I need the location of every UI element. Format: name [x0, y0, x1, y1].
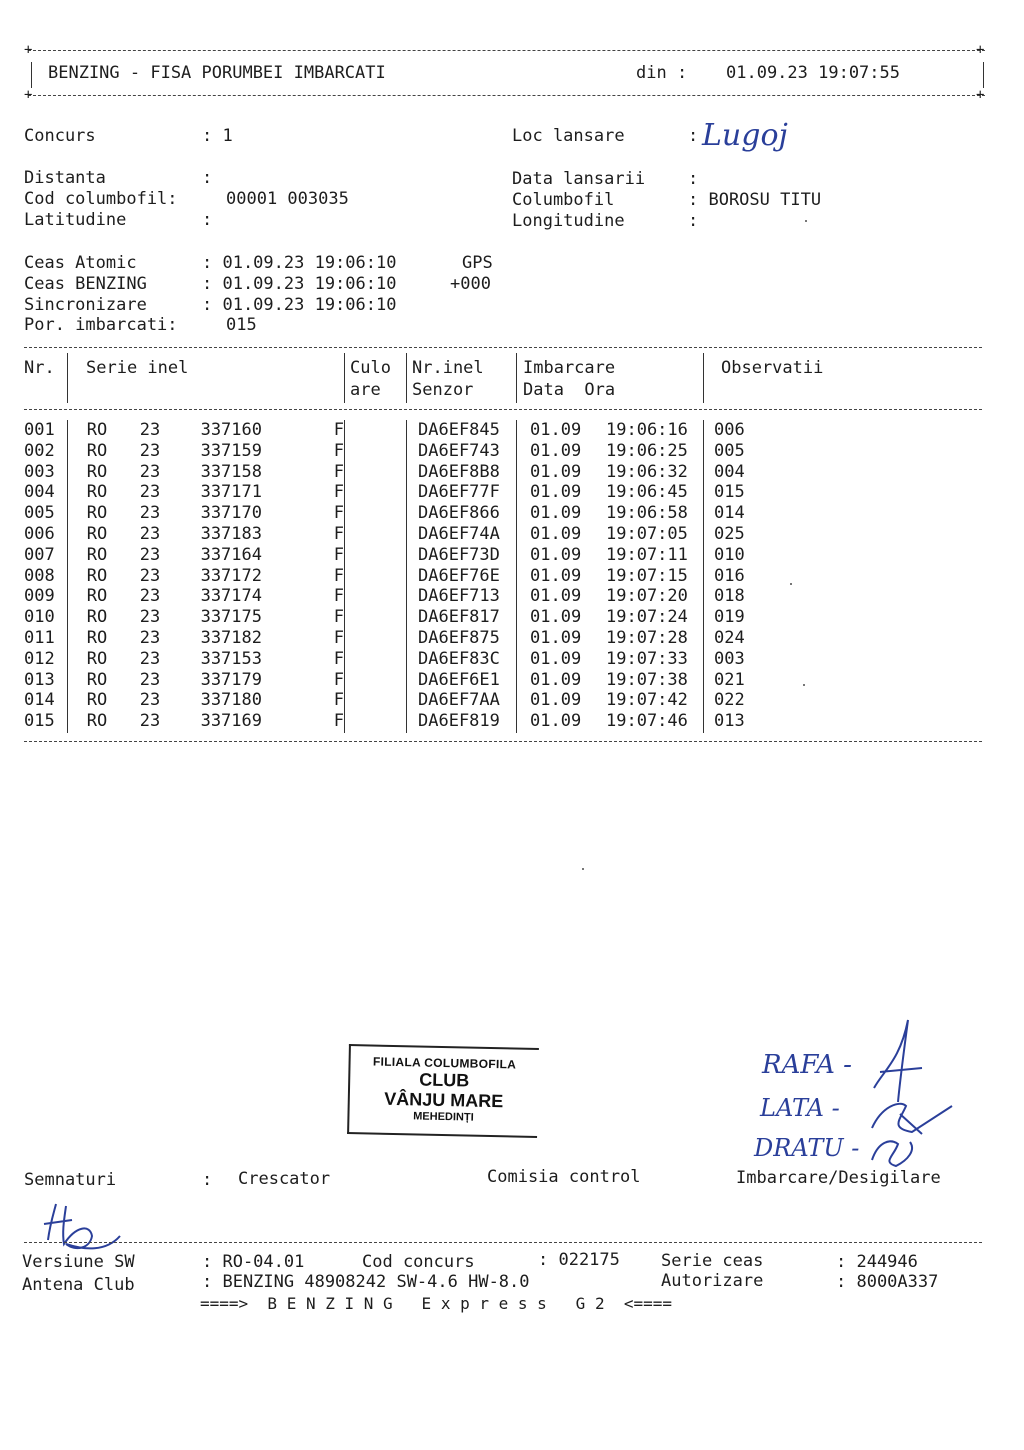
pigeon-sex: F [333, 523, 344, 544]
embark-time: 19:06:45 [606, 482, 688, 503]
latitudine-value: : [202, 210, 213, 230]
sensor-id: DA6EF713 [418, 586, 500, 607]
ring-number: 337160 [200, 420, 262, 440]
ring-country: RO [86, 420, 108, 440]
embark-date: 01.09 [530, 461, 582, 482]
embark-time: 19:07:11 [606, 544, 688, 565]
ring-country: RO [86, 711, 108, 732]
cod-columbofil-label: Cod columbofil: [24, 189, 178, 209]
pigeon-color [350, 670, 414, 691]
sincronizare-label: Sincronizare [24, 295, 147, 315]
autorizare-label: Autorizare [661, 1271, 764, 1291]
pigeon-sex: F [333, 627, 344, 648]
ring-country: RO [86, 669, 108, 690]
table-row [24, 524, 794, 545]
table-row [24, 649, 794, 670]
semnaturi-colon: : [202, 1170, 213, 1190]
ring-country: RO [86, 461, 108, 482]
pigeon-color [350, 607, 414, 628]
th-are: are [350, 380, 381, 400]
semnaturi-label: Semnaturi [24, 1170, 117, 1190]
sensor-id: DA6EF74A [418, 523, 500, 544]
observation: 024 [714, 627, 745, 648]
embark-time: 19:06:58 [606, 503, 688, 524]
ring-country: RO [86, 544, 108, 565]
embark-date: 01.09 [530, 690, 582, 711]
observation: 005 [714, 440, 745, 461]
ring-number: 337180 [200, 690, 262, 711]
ring-year: 23 [139, 648, 161, 669]
handwritten-name-1: RAFA - [762, 1050, 852, 1080]
header-right-border [983, 62, 984, 88]
ring-number: 337170 [200, 503, 262, 524]
embark-time: 19:07:20 [606, 586, 688, 607]
sincronizare-value: : 01.09.23 19:06:10 [202, 295, 397, 315]
cod-concurs-label: Cod concurs [362, 1252, 475, 1272]
ring-number: 337183 [200, 523, 262, 544]
pigeon-color [350, 711, 414, 732]
benzing-express-banner: ====> B E N Z I N G E x p r e s s G 2 <==== [200, 1294, 673, 1313]
col-divider-5-head [703, 353, 704, 403]
embark-time: 19:06:16 [606, 420, 688, 440]
embark-date: 01.09 [530, 565, 582, 586]
table-row [24, 420, 794, 441]
versiune-sw-label: Versiune SW [22, 1252, 135, 1272]
embark-date: 01.09 [530, 627, 582, 648]
row-number: 004 [24, 482, 55, 503]
versiune-sw-value: : RO-04.01 [202, 1252, 305, 1272]
ceas-benzing-extra: +000 [450, 274, 491, 294]
table-row [24, 482, 794, 503]
embark-time: 19:07:42 [606, 690, 688, 711]
embark-time: 19:06:32 [606, 461, 688, 482]
embark-time: 19:07:38 [606, 669, 688, 690]
stray-dot [790, 583, 792, 585]
sensor-id: DA6EF7AA [418, 690, 500, 711]
club-stamp [347, 1044, 539, 1138]
ring-number: 337179 [200, 669, 262, 690]
th-culo: Culo [350, 358, 391, 378]
ceas-atomic-label: Ceas Atomic [24, 253, 137, 273]
pigeon-sex: F [333, 607, 344, 628]
observation: 014 [714, 503, 745, 524]
imbarcare-label: Imbarcare/Desigilare [736, 1168, 941, 1188]
antena-club-value: : BENZING 48908242 SW-4.6 HW-8.0 [202, 1272, 530, 1292]
row-number: 001 [24, 420, 55, 440]
loc-lansare-handwritten: Lugoj [702, 118, 788, 153]
header-corner-tl: + [24, 42, 33, 58]
pigeon-sex: F [333, 648, 344, 669]
pigeon-color [350, 690, 414, 711]
ring-number: 337153 [200, 648, 262, 669]
pigeon-sex: F [333, 690, 344, 711]
pigeon-color [350, 545, 414, 566]
sensor-id: DA6EF73D [418, 544, 500, 565]
observation: 016 [714, 565, 745, 586]
table-row [24, 441, 794, 462]
observation: 021 [714, 669, 745, 690]
por-imbarcati-value: 015 [226, 315, 257, 335]
ring-year: 23 [139, 711, 161, 732]
distanta-label: Distanta [24, 168, 106, 188]
stray-dot [582, 868, 584, 870]
th-imbarcare: Imbarcare [523, 358, 616, 378]
por-imbarcati-label: Por. imbarcati: [24, 315, 178, 335]
ring-country: RO [86, 690, 108, 711]
cod-concurs-value: : 022175 [538, 1250, 620, 1270]
th-data-ora: Data Ora [523, 380, 616, 400]
observation: 006 [714, 420, 745, 440]
observation: 025 [714, 523, 745, 544]
loc-lansare-value: : [688, 126, 699, 146]
th-senzor: Senzor [412, 380, 474, 400]
observation: 013 [714, 711, 745, 732]
embark-time: 19:07:28 [606, 627, 688, 648]
table-row [24, 628, 794, 649]
col-divider-1-head [67, 353, 68, 403]
row-number: 013 [24, 669, 55, 690]
th-observatii: Observatii [721, 358, 824, 378]
longitudine-value: : [688, 211, 699, 231]
table-row [24, 545, 794, 566]
stamp-line-1: FILIALA COLUMBOFILA [372, 1054, 517, 1072]
pigeon-color [350, 420, 414, 441]
loc-lansare-label: Loc lansare [512, 126, 625, 146]
th-serie-inel: Serie inel [86, 358, 189, 378]
sensor-id: DA6EF76E [418, 565, 500, 586]
columbofil-label: Columbofil [512, 190, 615, 210]
ring-number: 337175 [200, 607, 262, 628]
header-left-border [31, 62, 32, 88]
header-din-value: 01.09.23 19:07:55 [726, 63, 900, 83]
pigeon-color [350, 649, 414, 670]
sensor-id: DA6EF743 [418, 440, 500, 461]
crescator-signature-icon [36, 1196, 126, 1260]
header-corner-bl: + [24, 87, 33, 103]
ring-country: RO [86, 648, 108, 669]
serie-ceas-value: : 244946 [836, 1252, 918, 1272]
ceas-benzing-value: : 01.09.23 19:06:10 [202, 274, 397, 294]
observation: 015 [714, 482, 745, 503]
autorizare-value: : 8000A337 [836, 1272, 939, 1292]
ring-number: 337158 [200, 461, 262, 482]
pigeon-sex: F [333, 503, 344, 524]
ring-country: RO [86, 482, 108, 503]
row-number: 009 [24, 586, 55, 607]
sensor-id: DA6EF6E1 [418, 669, 500, 690]
sensor-id: DA6EF866 [418, 503, 500, 524]
row-number: 010 [24, 607, 55, 628]
embark-date: 01.09 [530, 607, 582, 628]
latitudine-label: Latitudine [24, 210, 127, 230]
ring-country: RO [86, 565, 108, 586]
pigeon-table [24, 420, 794, 732]
ring-country: RO [86, 586, 108, 607]
data-lansarii-value: : [688, 169, 699, 189]
th-nr: Nr. [24, 358, 55, 378]
distanta-value: : [202, 168, 213, 188]
stamp-line-4: MEHEDINȚI [413, 1110, 474, 1124]
ring-year: 23 [139, 565, 161, 586]
crescator-label: Crescator [238, 1169, 331, 1189]
pigeon-color [350, 566, 414, 587]
ring-year: 23 [139, 523, 161, 544]
pigeon-sex: F [333, 586, 344, 607]
table-top-rule [24, 347, 982, 348]
ring-country: RO [86, 627, 108, 648]
ring-year: 23 [139, 607, 161, 628]
table-row [24, 670, 794, 691]
observation: 022 [714, 690, 745, 711]
sensor-id: DA6EF817 [418, 607, 500, 628]
pigeon-color [350, 628, 414, 649]
header-title: BENZING - FISA PORUMBEI IMBARCATI [48, 63, 386, 83]
table-bottom-rule [24, 741, 982, 742]
committee-signatures-icon [860, 1010, 960, 1180]
pigeon-sex: F [333, 420, 344, 440]
columbofil-value: : BOROSU TITU [688, 190, 822, 210]
embark-time: 19:07:33 [606, 648, 688, 669]
row-number: 005 [24, 503, 55, 524]
antena-club-label: Antena Club [22, 1275, 135, 1295]
col-divider-3-head [406, 353, 407, 403]
embark-time: 19:07:46 [606, 711, 688, 732]
embark-date: 01.09 [530, 544, 582, 565]
observation: 010 [714, 544, 745, 565]
stamp-line-3: VÂNJU MARE [384, 1088, 504, 1112]
ring-year: 23 [139, 482, 161, 503]
sensor-id: DA6EF875 [418, 627, 500, 648]
row-number: 006 [24, 523, 55, 544]
observation: 003 [714, 648, 745, 669]
embark-time: 19:06:25 [606, 440, 688, 461]
sensor-id: DA6EF819 [418, 711, 500, 732]
longitudine-label: Longitudine [512, 211, 625, 231]
table-row [24, 503, 794, 524]
concurs-label: Concurs [24, 126, 96, 146]
embark-date: 01.09 [530, 440, 582, 461]
stray-dot [803, 684, 805, 686]
ring-number: 337182 [200, 627, 262, 648]
pigeon-sex: F [333, 482, 344, 503]
ring-year: 23 [139, 669, 161, 690]
sensor-id: DA6EF83C [418, 648, 500, 669]
ring-year: 23 [139, 690, 161, 711]
pigeon-color [350, 462, 414, 483]
pigeon-sex: F [333, 669, 344, 690]
embark-date: 01.09 [530, 503, 582, 524]
ring-year: 23 [139, 420, 161, 440]
ring-country: RO [86, 440, 108, 461]
observation: 018 [714, 586, 745, 607]
row-number: 014 [24, 690, 55, 711]
ring-year: 23 [139, 503, 161, 524]
col-divider-4-head [516, 353, 517, 403]
embark-date: 01.09 [530, 711, 582, 732]
ring-country: RO [86, 607, 108, 628]
row-number: 011 [24, 627, 55, 648]
concurs-value: : 1 [202, 126, 233, 146]
table-row [24, 586, 794, 607]
pigeon-color [350, 524, 414, 545]
table-row [24, 566, 794, 587]
ring-year: 23 [139, 627, 161, 648]
ceas-benzing-label: Ceas BENZING [24, 274, 147, 294]
footer-rule [24, 1242, 982, 1243]
table-header-bottom-rule [24, 409, 982, 410]
row-number: 012 [24, 648, 55, 669]
table-row [24, 462, 794, 483]
ring-year: 23 [139, 440, 161, 461]
header-corner-br: + [976, 87, 985, 103]
ring-number: 337159 [200, 440, 262, 461]
observation: 004 [714, 461, 745, 482]
stray-dot [805, 220, 807, 222]
pigeon-sex: F [333, 461, 344, 482]
header-corner-tr: + [976, 42, 985, 58]
sensor-id: DA6EF845 [418, 420, 500, 440]
pigeon-sex: F [333, 565, 344, 586]
table-row [24, 607, 794, 628]
ring-number: 337164 [200, 544, 262, 565]
ring-number: 337169 [200, 711, 262, 732]
handwritten-name-2: LATA - [760, 1094, 840, 1122]
col-divider-2-head [344, 353, 345, 403]
cod-columbofil-value: 00001 003035 [226, 189, 349, 209]
ceas-atomic-value: : 01.09.23 19:06:10 [202, 253, 397, 273]
table-row [24, 690, 794, 711]
sensor-id: DA6EF8B8 [418, 461, 500, 482]
pigeon-sex: F [333, 440, 344, 461]
embark-date: 01.09 [530, 420, 582, 440]
embark-time: 19:07:15 [606, 565, 688, 586]
embark-date: 01.09 [530, 648, 582, 669]
row-number: 007 [24, 544, 55, 565]
data-lansarii-label: Data lansarii [512, 169, 646, 189]
row-number: 008 [24, 565, 55, 586]
embark-date: 01.09 [530, 482, 582, 503]
header-top-rule [28, 50, 985, 51]
th-nr-inel: Nr.inel [412, 358, 484, 378]
pigeon-color [350, 441, 414, 462]
row-number: 002 [24, 440, 55, 461]
serie-ceas-label: Serie ceas [661, 1251, 764, 1271]
table-row [24, 711, 794, 732]
ring-year: 23 [139, 586, 161, 607]
ring-country: RO [86, 523, 108, 544]
embark-date: 01.09 [530, 586, 582, 607]
handwritten-name-3: DRATU - [754, 1134, 860, 1162]
pigeon-color [350, 503, 414, 524]
embark-date: 01.09 [530, 669, 582, 690]
sensor-id: DA6EF77F [418, 482, 500, 503]
ring-year: 23 [139, 544, 161, 565]
ring-country: RO [86, 503, 108, 524]
pigeon-color [350, 586, 414, 607]
ceas-atomic-extra: GPS [462, 253, 493, 273]
pigeon-color [350, 482, 414, 503]
embark-time: 19:07:24 [606, 607, 688, 628]
header-bottom-rule [28, 95, 985, 96]
header-din-label: din : [636, 63, 688, 83]
ring-number: 337171 [200, 482, 262, 503]
ring-number: 337174 [200, 586, 262, 607]
embark-date: 01.09 [530, 523, 582, 544]
pigeon-sex: F [333, 544, 344, 565]
row-number: 015 [24, 711, 55, 732]
embark-time: 19:07:05 [606, 523, 688, 544]
observation: 019 [714, 607, 745, 628]
row-number: 003 [24, 461, 55, 482]
ring-year: 23 [139, 461, 161, 482]
ring-number: 337172 [200, 565, 262, 586]
stamp-line-2: CLUB [419, 1069, 470, 1091]
comisia-label: Comisia control [487, 1167, 641, 1187]
pigeon-sex: F [333, 711, 344, 732]
